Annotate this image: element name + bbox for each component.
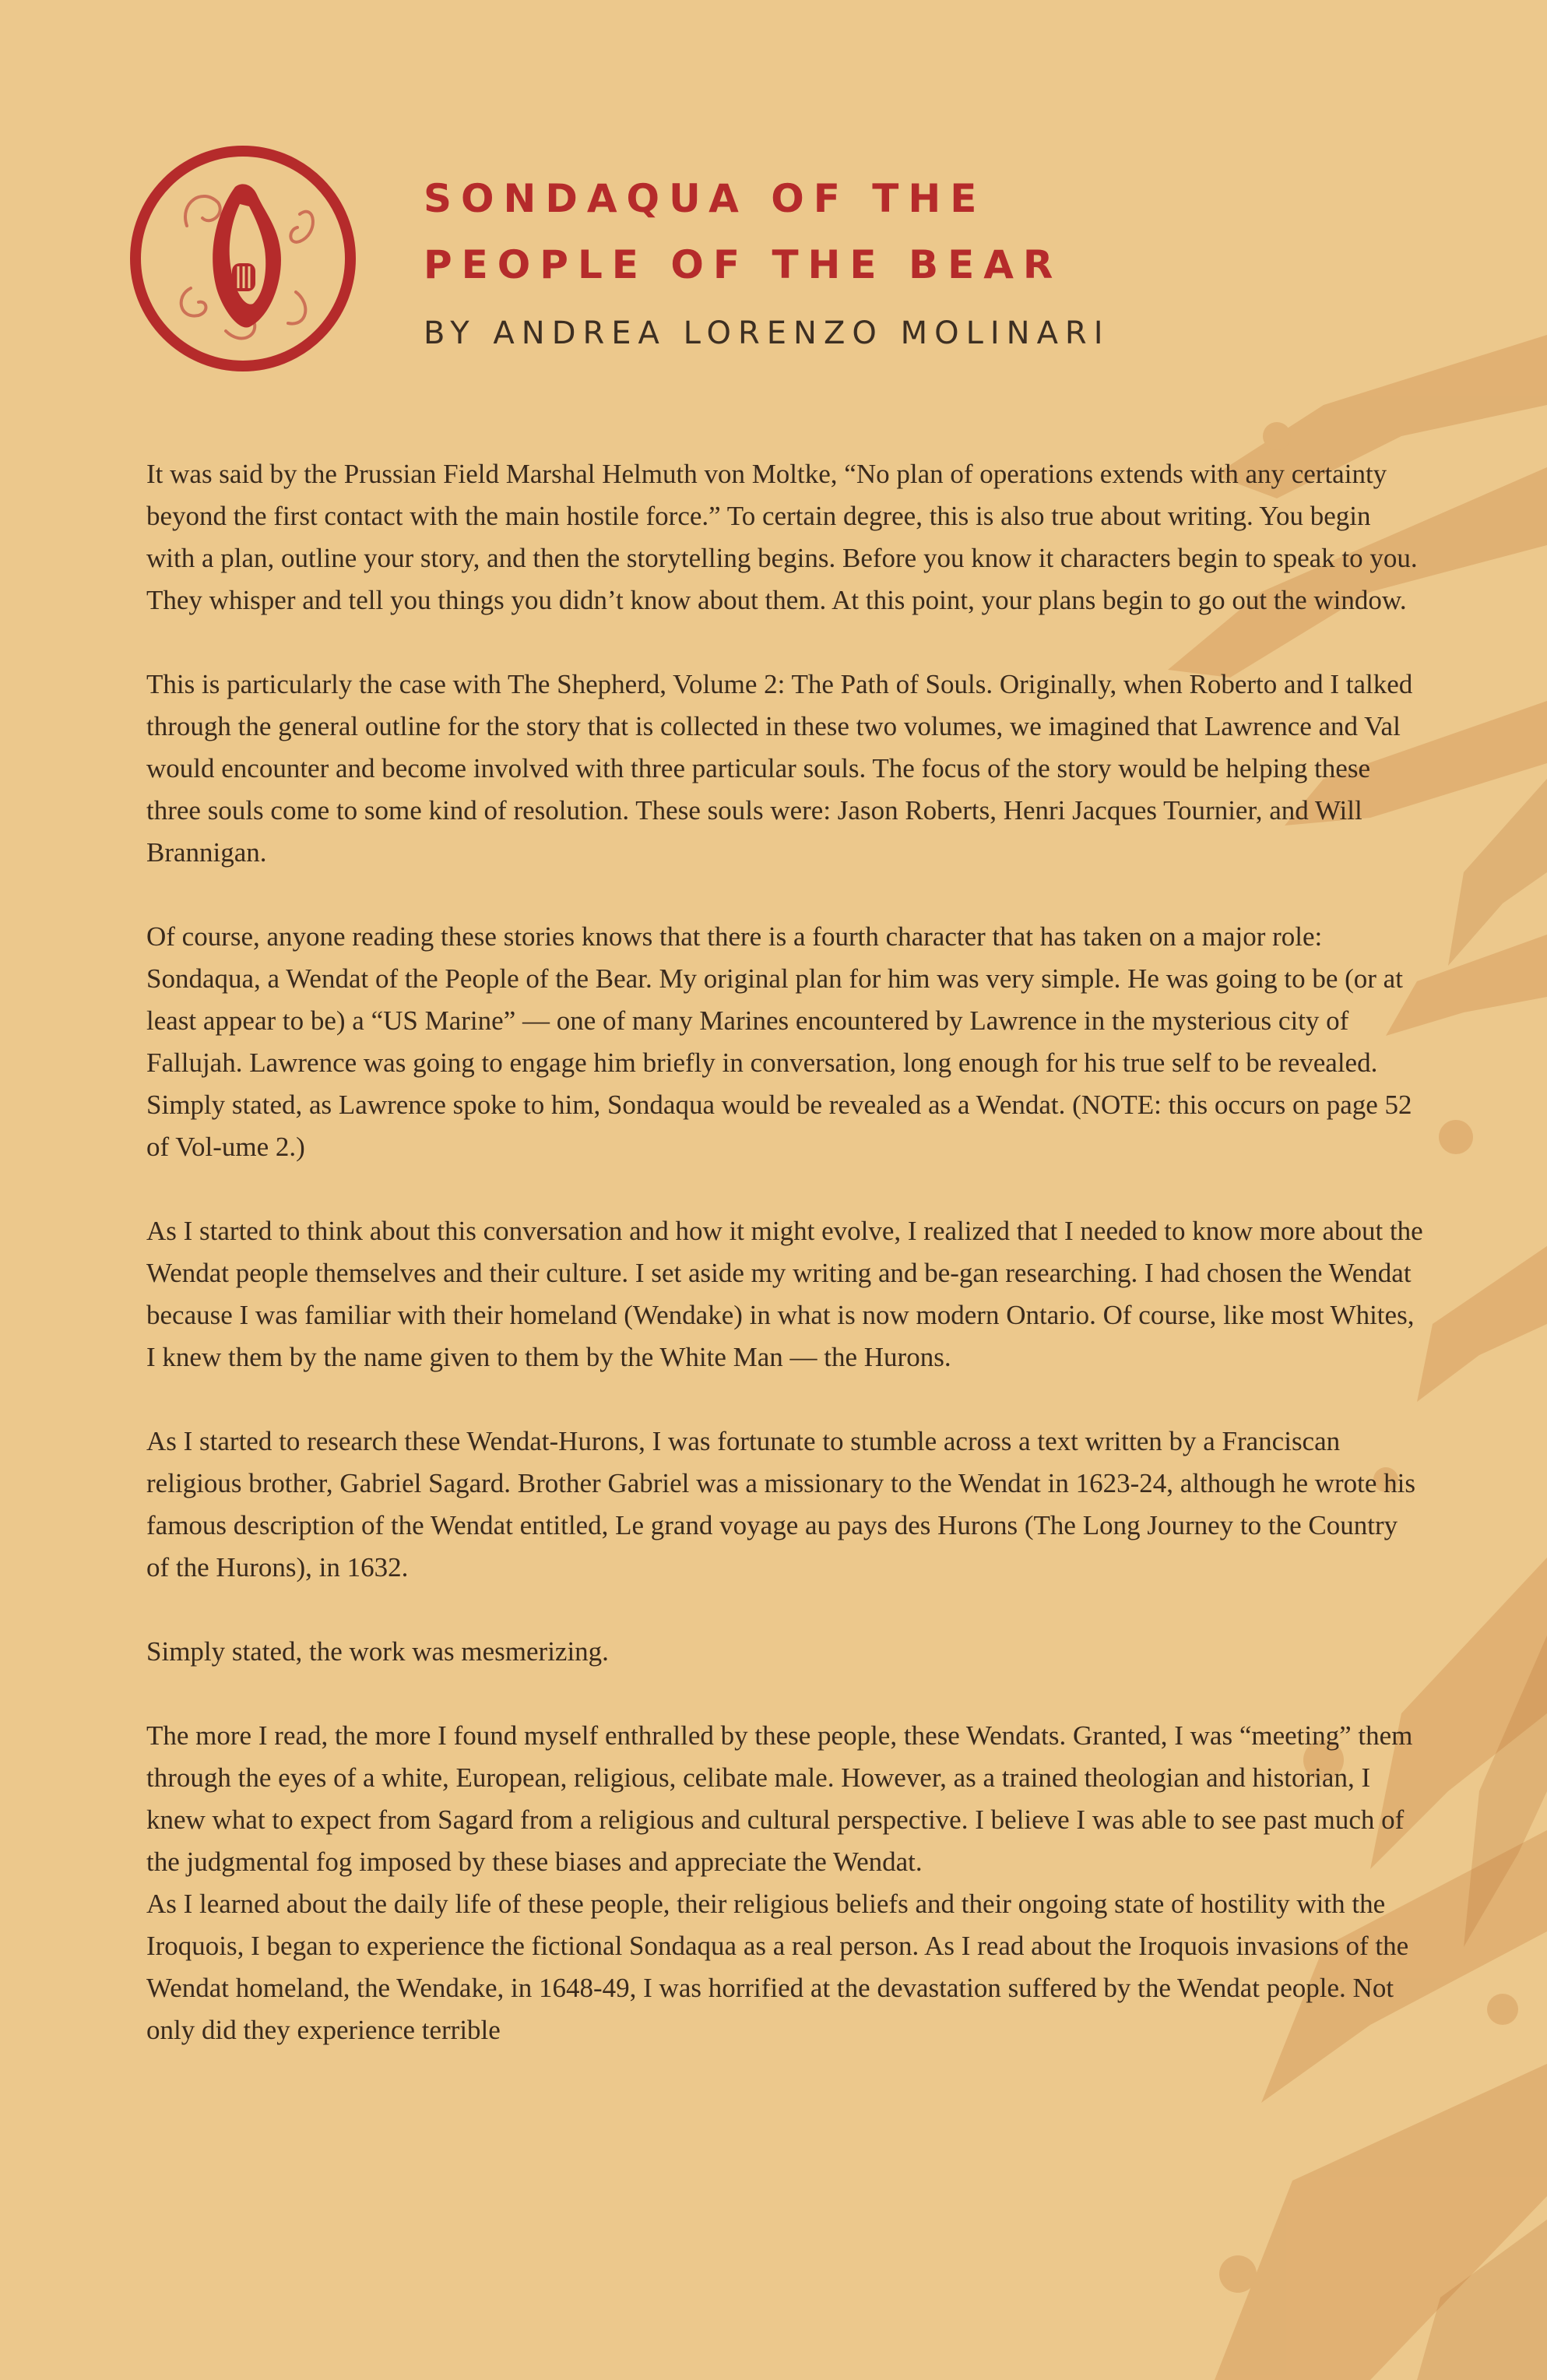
bear-spirit-emblem-icon (125, 140, 362, 378)
paragraph-1: It was said by the Prussian Field Marshal Helmuth von Moltke, “No plan of operations extends with any certainty beyond the first contact with the main hostile force.” To certain degree, this is also true about writing. You begin with a plan, outline your story, and then the storytelling begins. Before you know it characters begin to speak to you. They whisper and tell you things you didn’t know about them. At this point, your plans begin to go out the window. (146, 459, 1418, 615)
article-body (146, 453, 1423, 2093)
author-byline: BY ANDREA LORENZO MOLINARI (424, 315, 1110, 351)
paragraph-3: Of course, anyone reading these stories knows that there is a fourth character that has taken on a major role: Sondaqua, a Wendat of the People of the Bear. My original plan for him was very simple. He was going to be (or at least appear to be) a “US Marine” — one of many Marines encountered by Lawrence in the mysterious city of Fallujah. Lawrence was going to engage him briefly in conversation, long enough for his true self to be revealed. Simply stated, as Lawrence spoke to him, Sondaqua would be revealed as a Wendat. (NOTE: this occurs on page 52 of Vol-ume 2.) (146, 921, 1412, 1162)
paragraph-7: The more I read, the more I found myself enthralled by these people, these Wendats. Granted, I was “meeting” them through the eyes of a white, European, religious, celibate male. However, as a trained theologian and historian, I knew what to expect from Sagard from a religious and cultural perspective. I believe I was able to see past much of the judgmental fog imposed by these biases and appreciate the Wendat. (146, 1720, 1413, 1877)
paragraph-6: Simply stated, the work was mesmerizing. (146, 1636, 609, 1667)
title-line-1: SONDAQUA OF THE (424, 176, 986, 221)
paragraph-2: This is particularly the case with The Shepherd, Volume 2: The Path of Souls. Originally, when Roberto and I talked through the general outline for the story that is collected in these two volumes, we imagined that Lawrence and Val would encounter and become involved with three particular souls. The focus of the story would be helping these three souls come to some kind of resolution. These souls were: Jason Roberts, Henri Jacques Tournier, and Will Brannigan. (146, 669, 1413, 868)
paragraph-8: As I learned about the daily life of these people, their religious beliefs and their ongoing state of hostility with the Iroquois, I began to experience the fictional Sondaqua as a real person. As I read about the Iroquois invasions of the Wendat homeland, the Wendake, in 1648-49, I was horrified at the devastation suffered by the Wendat people. Not only did they experience terrible (146, 1889, 1409, 2045)
article-header (125, 140, 1448, 389)
title-line-2: PEOPLE OF THE BEAR (424, 242, 1063, 287)
paragraph-4: As I started to think about this conversation and how it might evolve, I realized that I needed to know more about the Wendat people themselves and their culture. I set aside my writing and be-gan researching. I had chosen the Wendat because I was familiar with their homeland (Wendake) in what is now modern Ontario. Of course, like most Whites, I knew them by the name given to them by the White Man — the Hurons. (146, 1216, 1423, 1372)
paragraph-5: As I started to research these Wendat-Hurons, I was fortunate to stumble across a text written by a Franciscan religious brother, Gabriel Sagard. Brother Gabriel was a missionary to the Wendat in 1623-24, although he wrote his famous description of the Wendat entitled, Le grand voyage au pays des Hurons (The Long Journey to the Country of the Hurons), in 1632. (146, 1426, 1416, 1583)
